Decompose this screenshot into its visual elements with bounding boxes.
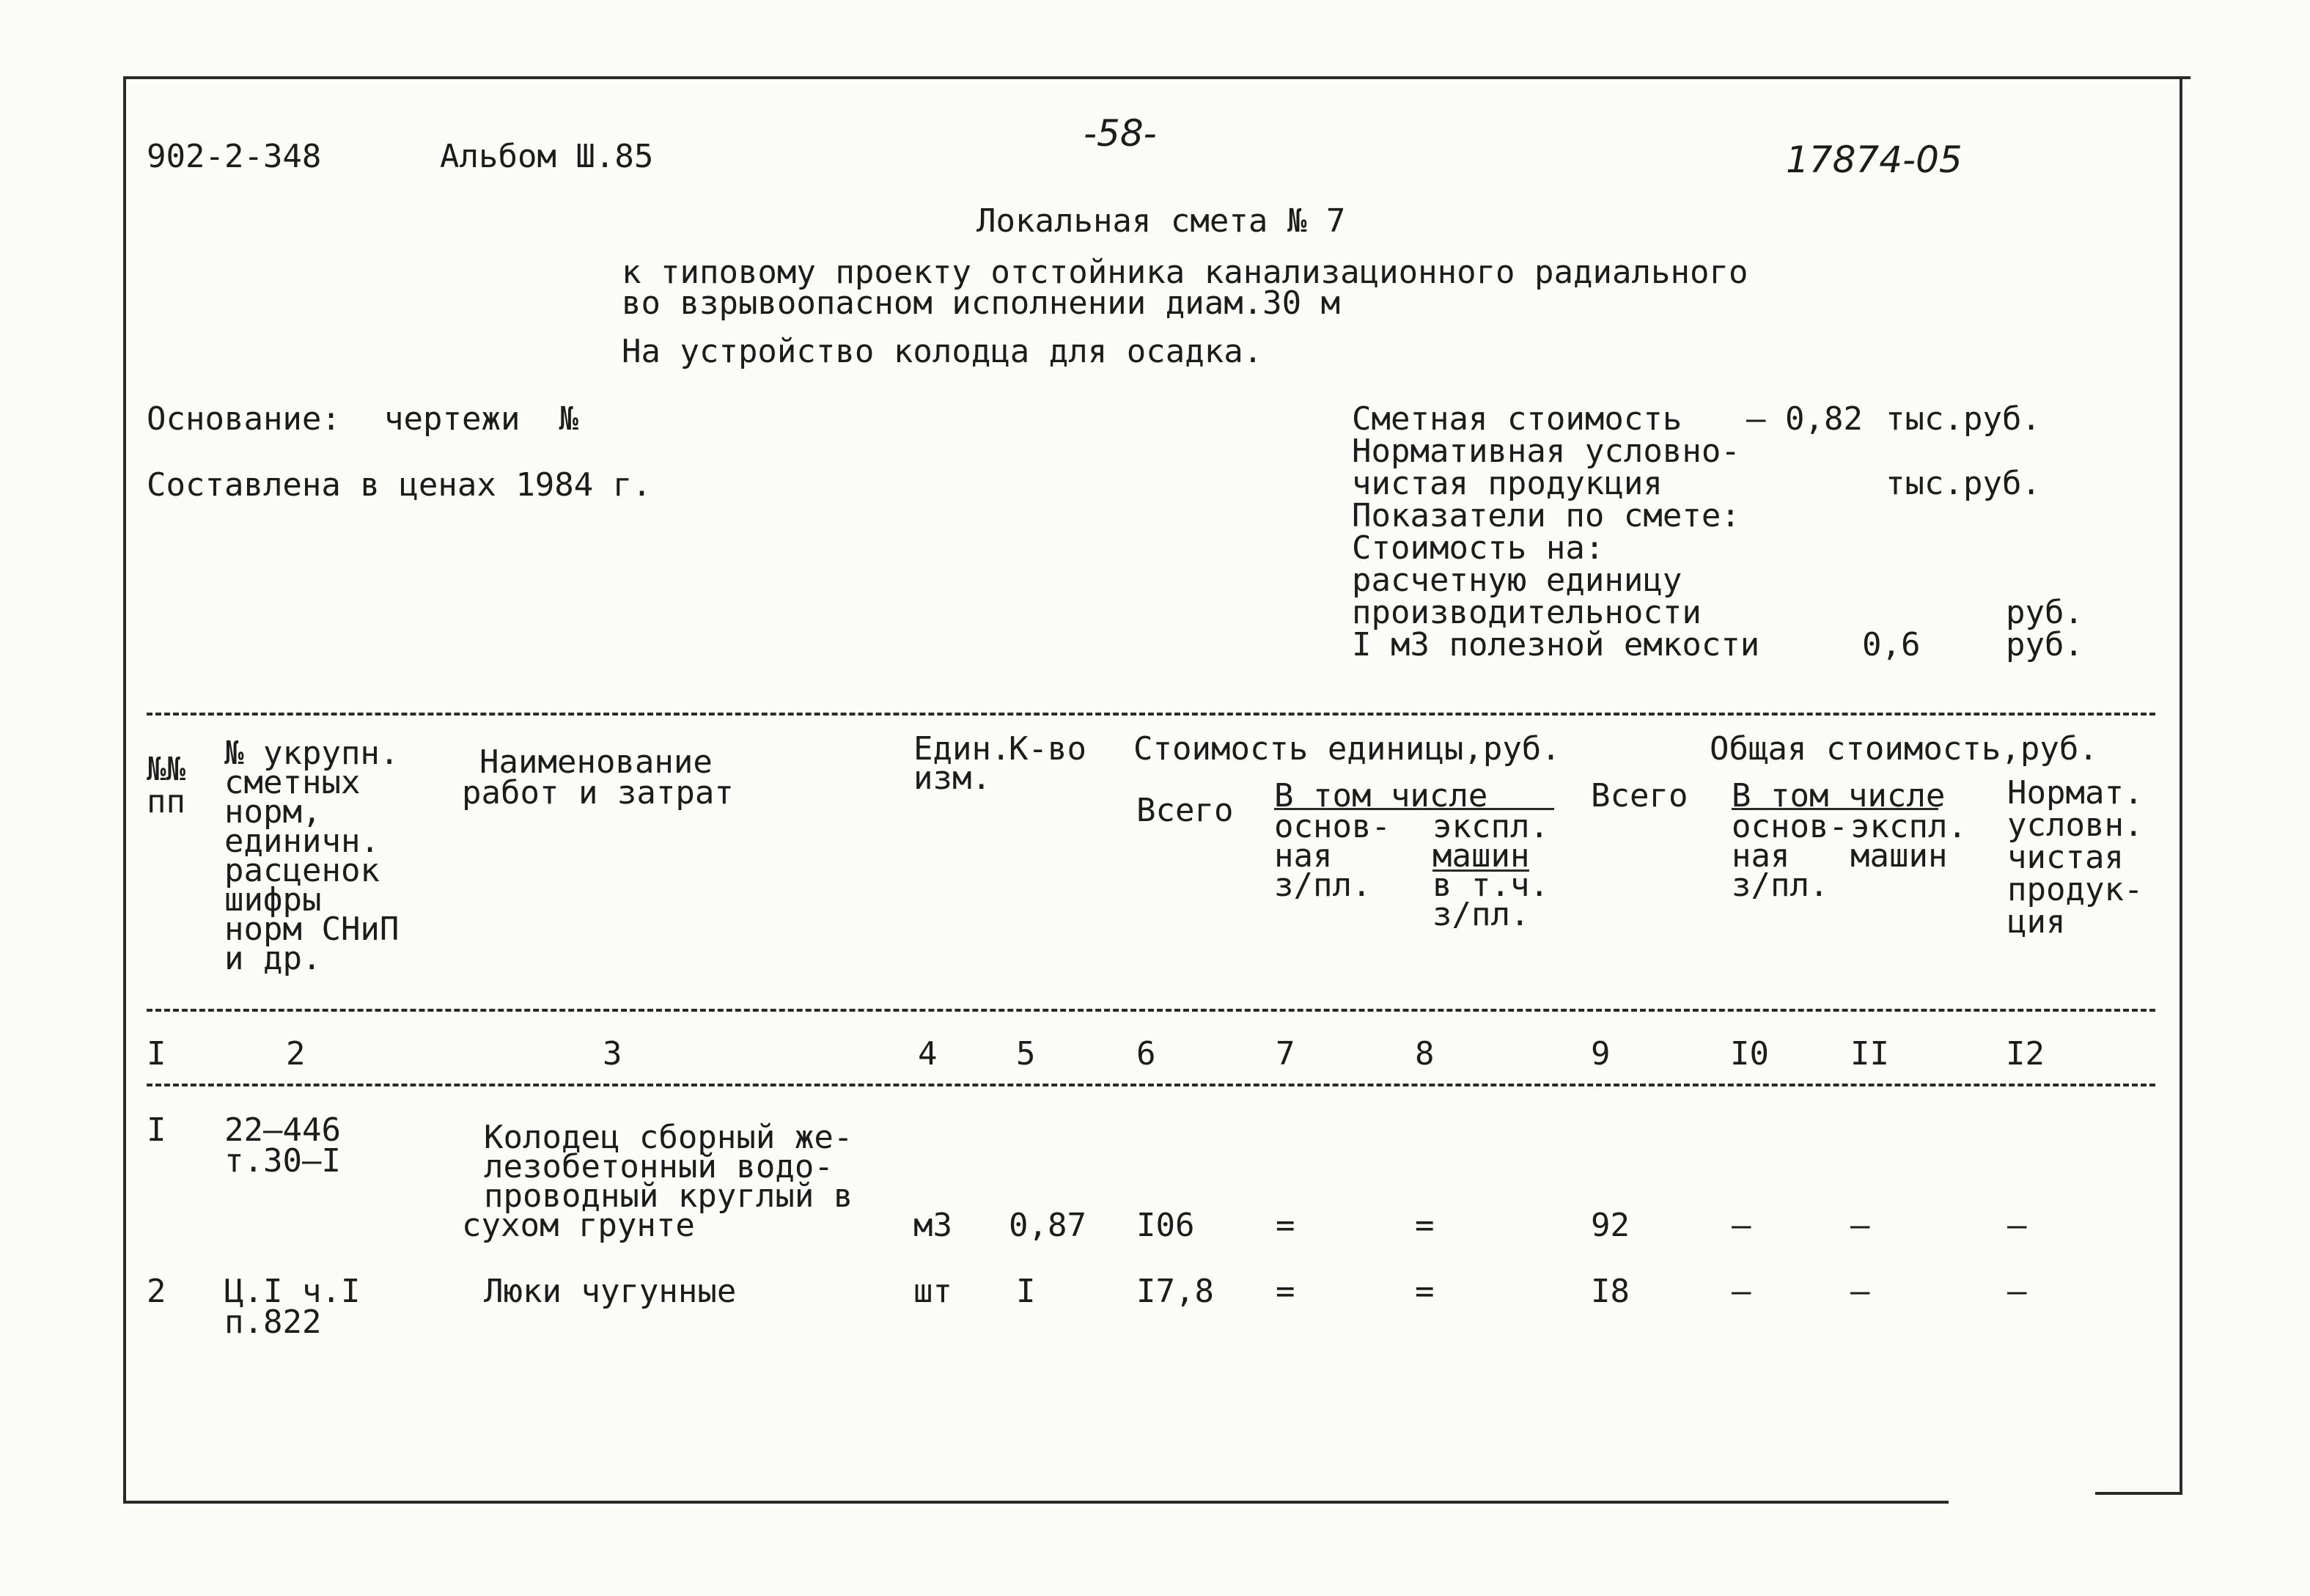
row-name-line2: лезобетонный водо- bbox=[484, 1148, 834, 1185]
frame-bottom-border bbox=[123, 1501, 1949, 1504]
row-total: I8 bbox=[1591, 1273, 1630, 1310]
inventory-number: 17874-05 bbox=[1786, 139, 1963, 181]
row-total-machines: – bbox=[1850, 1273, 1870, 1310]
column-number: I bbox=[147, 1035, 166, 1073]
header-col3-line1: Наименование bbox=[479, 743, 713, 781]
per-m3-unit: руб. bbox=[2006, 626, 2083, 663]
header-col2-line2: сметных bbox=[224, 764, 361, 801]
header-col5: К-во bbox=[1009, 730, 1086, 768]
row-total-machines: – bbox=[1850, 1207, 1870, 1244]
row-unit: шт bbox=[913, 1273, 952, 1310]
column-numbers-rule bbox=[147, 1084, 2155, 1086]
column-number: I0 bbox=[1730, 1035, 1769, 1073]
header-col3-line2: работ и затрат bbox=[462, 774, 734, 812]
header-col4-line2: изм. bbox=[913, 760, 991, 797]
row-code-line1: 22–446 bbox=[224, 1111, 341, 1149]
normative-line-1: Нормативная условно- bbox=[1352, 433, 1740, 470]
calc-unit-line-1: расчетную единицу bbox=[1352, 562, 1682, 599]
estimated-cost-label: Сметная стоимость bbox=[1352, 400, 1682, 438]
header-col9: Всего bbox=[1591, 777, 1688, 814]
header-col11-line1: экспл. bbox=[1850, 808, 1967, 845]
basis-drawings: чертежи № bbox=[384, 400, 578, 438]
estimated-cost-unit: тыс.руб. bbox=[1886, 400, 2041, 438]
cost-per-label: Стоимость на: bbox=[1352, 529, 1605, 567]
row-code-line2: т.30–I bbox=[224, 1142, 341, 1180]
header-col11-line2: машин bbox=[1850, 837, 1948, 875]
header-col6: Всего bbox=[1136, 792, 1234, 829]
column-number: II bbox=[1850, 1035, 1889, 1073]
header-col8-line1: экспл. bbox=[1432, 808, 1549, 845]
normative-unit: тыс.руб. bbox=[1886, 465, 2041, 502]
column-number: 2 bbox=[286, 1035, 306, 1073]
header-col2-line6: шифры bbox=[224, 881, 322, 919]
estimate-subtitle-1: к типовому проекту отстойника канализационного радиального bbox=[622, 254, 1748, 291]
row-name-line4: сухом грунте bbox=[462, 1207, 695, 1244]
album-label: Альбом Ш.85 bbox=[440, 138, 654, 175]
header-col12-line4: продук- bbox=[2007, 871, 2144, 908]
header-unit-cost-group: Стоимость единицы,руб. bbox=[1133, 730, 1561, 768]
row-code-line1: Ц.I ч.I bbox=[224, 1273, 361, 1310]
header-col1-line2: пп bbox=[147, 783, 185, 820]
row-unit-total: I06 bbox=[1136, 1207, 1195, 1244]
normative-line-2: чистая продукция bbox=[1352, 465, 1663, 502]
header-col2-line8: и др. bbox=[224, 940, 322, 977]
row-total: 92 bbox=[1591, 1207, 1630, 1244]
row-quantity: 0,87 bbox=[1009, 1207, 1086, 1244]
frame-bottom-stub bbox=[2095, 1492, 2182, 1495]
header-bottom-rule bbox=[147, 1009, 2155, 1012]
row-normative: – bbox=[2007, 1207, 2027, 1244]
header-col12-line3: чистая bbox=[2007, 839, 2124, 876]
row-unit: м3 bbox=[913, 1207, 952, 1244]
row-number: I bbox=[147, 1111, 166, 1149]
row-number: 2 bbox=[147, 1273, 166, 1310]
row-quantity: I bbox=[1016, 1273, 1036, 1310]
header-col8-line2: машин bbox=[1432, 837, 1530, 875]
header-col2-line4: единичн. bbox=[224, 823, 380, 860]
header-col2-line5: расценок bbox=[224, 852, 380, 889]
header-col8-line4: з/пл. bbox=[1432, 896, 1530, 933]
calc-unit-line-2: производительности bbox=[1352, 594, 1702, 631]
per-m3-value: 0,6 bbox=[1862, 626, 1921, 663]
row-unit-wage: = bbox=[1276, 1273, 1295, 1310]
per-m3-label: I м3 полезной емкости bbox=[1352, 626, 1760, 663]
column-number: 9 bbox=[1591, 1035, 1611, 1073]
header-col12-line2: условн. bbox=[2007, 806, 2144, 844]
frame-left-border bbox=[123, 76, 126, 1501]
header-total-incl: В том числе bbox=[1732, 777, 1946, 814]
header-col12-line1: Нормат. bbox=[2007, 774, 2144, 812]
column-number: 3 bbox=[603, 1035, 622, 1073]
indicators-label: Показатели по смете: bbox=[1352, 497, 1740, 534]
header-col7-line1: основ- bbox=[1274, 808, 1391, 845]
table-top-rule bbox=[147, 713, 2155, 716]
calc-unit-unit: руб. bbox=[2006, 594, 2083, 631]
header-col2-line1: № укрупн. bbox=[224, 735, 400, 772]
row-name-line3: проводный круглый в bbox=[484, 1177, 853, 1215]
project-code: 902-2-348 bbox=[147, 138, 322, 175]
frame-top-border bbox=[123, 76, 2191, 79]
frame-right-border bbox=[2180, 76, 2182, 1495]
estimated-cost-value: – 0,82 bbox=[1746, 400, 1863, 438]
column-number: 6 bbox=[1136, 1035, 1156, 1073]
column-number: 5 bbox=[1016, 1035, 1036, 1073]
row-unit-machines: = bbox=[1415, 1207, 1435, 1244]
row-total-wage: – bbox=[1732, 1207, 1751, 1244]
header-col2-line7: норм СНиП bbox=[224, 911, 400, 948]
header-total-cost-group: Общая стоимость,руб. bbox=[1710, 730, 2098, 768]
header-col10-line3: з/пл. bbox=[1732, 867, 1829, 904]
row-unit-wage: = bbox=[1276, 1207, 1295, 1244]
row-name-line1: Колодец сборный же- bbox=[484, 1119, 853, 1156]
row-normative: – bbox=[2007, 1273, 2027, 1310]
page-number: -58- bbox=[1084, 112, 1157, 155]
header-col12-line5: ция bbox=[2007, 903, 2066, 941]
estimate-subtitle-2: во взрывоопасном исполнении диам.30 м bbox=[622, 284, 1341, 322]
prices-basis: Составлена в ценах 1984 г. bbox=[147, 466, 652, 504]
header-col10-line1: основ- bbox=[1732, 808, 1848, 845]
header-col10-line2: ная bbox=[1732, 837, 1790, 875]
header-col4-line1: Един. bbox=[913, 730, 1011, 768]
header-col1-line1: №№ bbox=[147, 751, 185, 788]
row-code-line2: п.822 bbox=[224, 1303, 322, 1341]
row-unit-machines: = bbox=[1415, 1273, 1435, 1310]
header-col2-line3: норм, bbox=[224, 793, 322, 831]
estimate-title: Локальная смета № 7 bbox=[976, 202, 1346, 240]
column-number: 4 bbox=[918, 1035, 938, 1073]
header-col7-line3: з/пл. bbox=[1274, 867, 1372, 904]
header-unit-incl: В том числе bbox=[1274, 777, 1488, 814]
column-number: 7 bbox=[1276, 1035, 1295, 1073]
header-col7-line2: ная bbox=[1274, 837, 1333, 875]
column-number: I2 bbox=[2006, 1035, 2045, 1073]
row-name-line1: Люки чугунные bbox=[484, 1273, 737, 1310]
column-number: 8 bbox=[1415, 1035, 1435, 1073]
row-total-wage: – bbox=[1732, 1273, 1751, 1310]
header-col8-line3: в т.ч. bbox=[1432, 867, 1549, 904]
row-unit-total: I7,8 bbox=[1136, 1273, 1214, 1310]
estimate-subtitle-3: На устройство колодца для осадка. bbox=[622, 333, 1263, 370]
basis-label: Основание: bbox=[147, 400, 341, 438]
